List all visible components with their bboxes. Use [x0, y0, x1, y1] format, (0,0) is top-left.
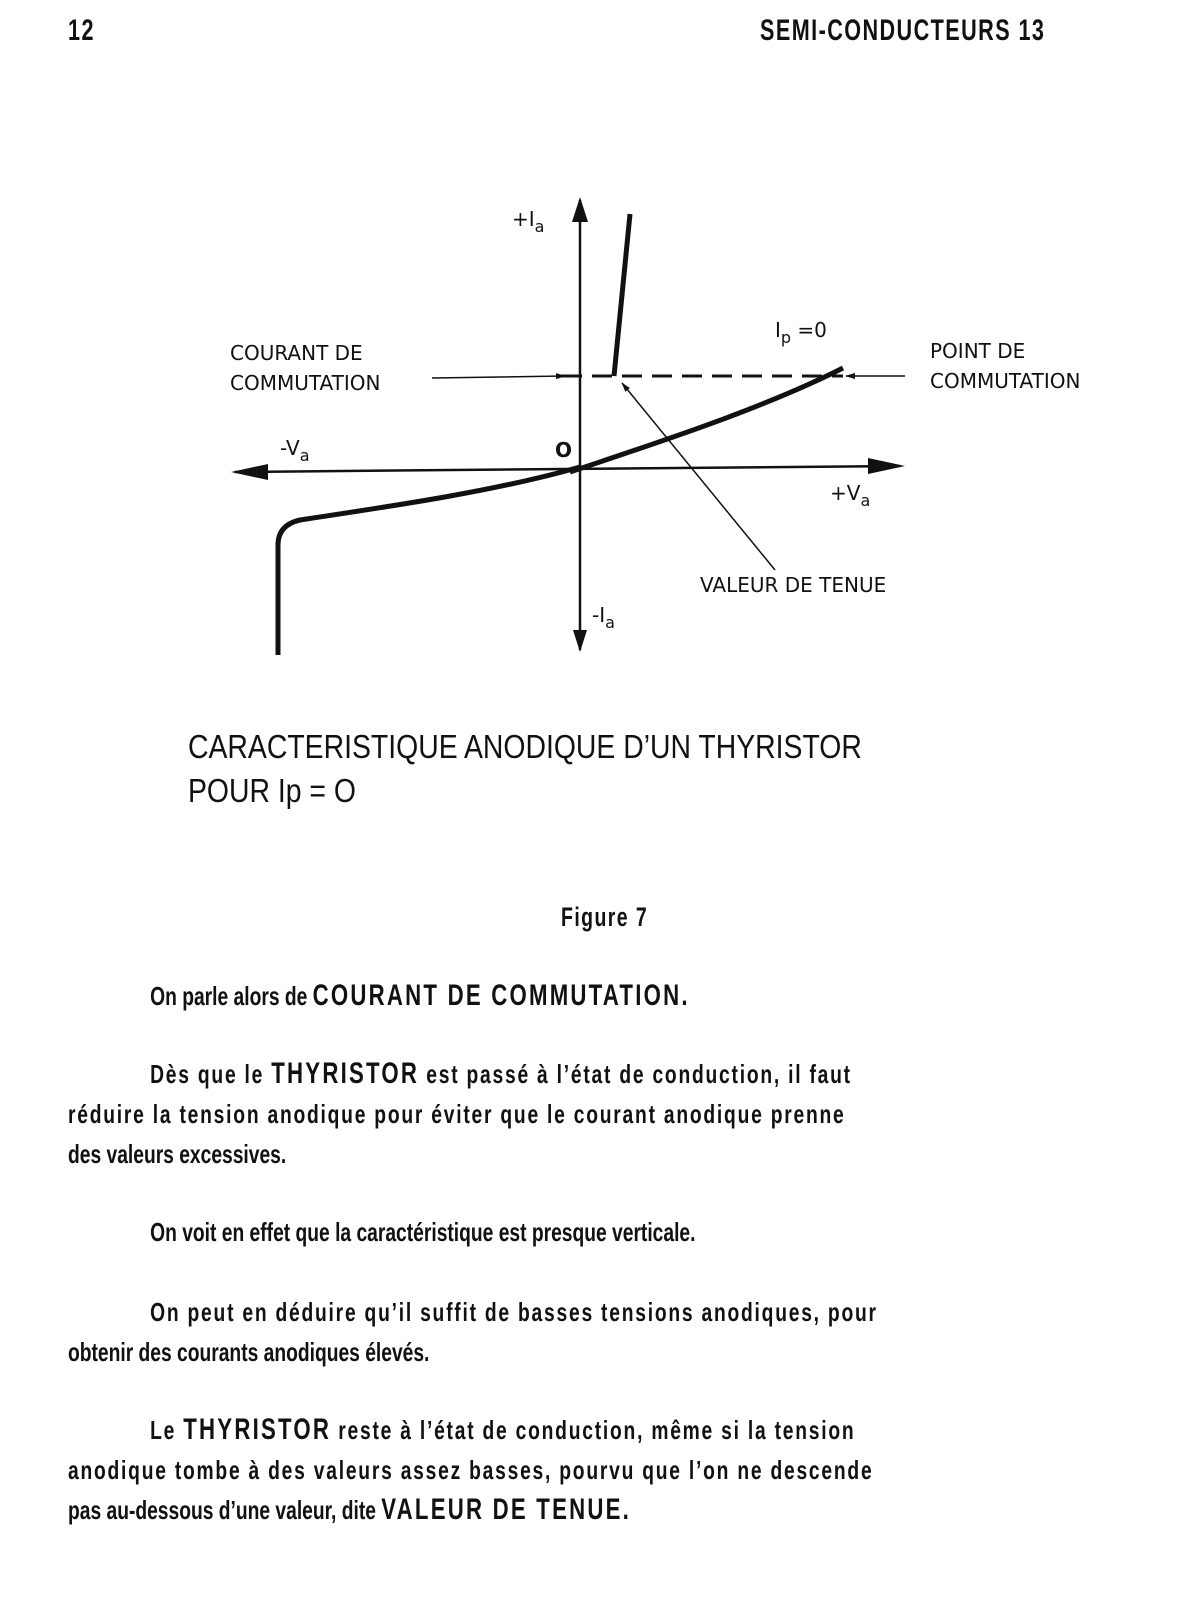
text-run: Le — [150, 1415, 184, 1445]
origin-label: O — [555, 438, 573, 462]
paragraph-4 — [68, 1292, 1160, 1372]
text-run: Dès que le — [150, 1059, 272, 1089]
paragraph-5 — [68, 1410, 1160, 1530]
page-number: 12 — [68, 14, 95, 47]
running-title: SEMI-CONDUCTEURS 13 — [760, 14, 1046, 47]
valeur-tenue-pointer — [622, 383, 775, 570]
courant-commutation-label-line2: COMMUTATION — [230, 371, 381, 395]
paragraph-3 — [68, 1212, 1160, 1252]
paragraph-5-line3 — [68, 1490, 876, 1530]
minus-va-arrowhead — [231, 464, 268, 480]
figure-caption-line1: CARACTERISTIQUE ANODIQUE D’UN THYRISTOR — [188, 728, 862, 765]
paragraph-2-line2: réduire la tension anodique pour éviter que le courant anodique prenne — [68, 1099, 846, 1129]
paragraph-1 — [68, 976, 1160, 1016]
paragraph-2-line3: des valeurs excessives. — [68, 1139, 287, 1169]
figure-number: Figure 7 — [561, 902, 649, 932]
emphasis-term: VALEUR DE TENUE. — [381, 1493, 632, 1526]
plus-ia-label: $+I_a$ — [512, 207, 545, 236]
paragraph-4-line1: On peut en déduire qu’il suffit de basses tensions anodiques, pour — [150, 1297, 878, 1327]
minus-ia-label: $-I_a$ — [592, 603, 615, 632]
plus-va-arrowhead — [868, 458, 905, 474]
paragraph-5-line1 — [68, 1410, 876, 1450]
paragraph-3-line1: On voit en effet que la caractéristique est presque verticale. — [150, 1217, 696, 1247]
courant-commutation-label-line1: COURANT DE — [230, 341, 363, 365]
text-run: On parle alors de — [150, 981, 313, 1011]
thyristor-characteristic-diagram — [0, 0, 1200, 700]
valeur-tenue-label: VALEUR DE TENUE — [700, 573, 887, 597]
text-run: reste à l’état de conduction, même si la tension — [331, 1415, 856, 1445]
emphasis-term: COURANT DE COMMUTATION. — [312, 979, 690, 1012]
paragraph-2-line1 — [68, 1054, 876, 1094]
text-run: est passé à l’état de conduction, il faut — [419, 1059, 852, 1089]
paragraph-2 — [68, 1054, 1160, 1174]
minus-va-label: $-V_a$ — [280, 436, 310, 465]
ip-zero-label: $I_p =0$ — [775, 318, 827, 347]
figure-caption-line2: POUR Ip = O — [188, 772, 356, 809]
conduction-line — [614, 214, 630, 376]
plus-ia-arrowhead — [572, 197, 588, 222]
point-commutation-label-line1: POINT DE — [930, 339, 1026, 363]
plus-va-label: $+V_a$ — [830, 481, 871, 510]
emphasis-term: THYRISTOR — [183, 1413, 332, 1446]
paragraph-1-line — [68, 976, 876, 1016]
emphasis-term: THYRISTOR — [271, 1057, 420, 1090]
text-run: pas au-dessous d’une valeur, dite — [68, 1495, 382, 1525]
point-commutation-label-line2: COMMUTATION — [930, 369, 1081, 393]
paragraph-4-line2: obtenir des courants anodiques élevés. — [68, 1337, 430, 1367]
courant-commutation-pointer — [432, 376, 565, 378]
minus-ia-arrowhead — [573, 630, 587, 652]
paragraph-5-line2: anodique tombe à des valeurs assez basses, pourvu que l’on ne descende — [68, 1455, 874, 1485]
forward-blocking-curve — [570, 368, 843, 472]
reverse-blocking-curve — [278, 467, 580, 655]
